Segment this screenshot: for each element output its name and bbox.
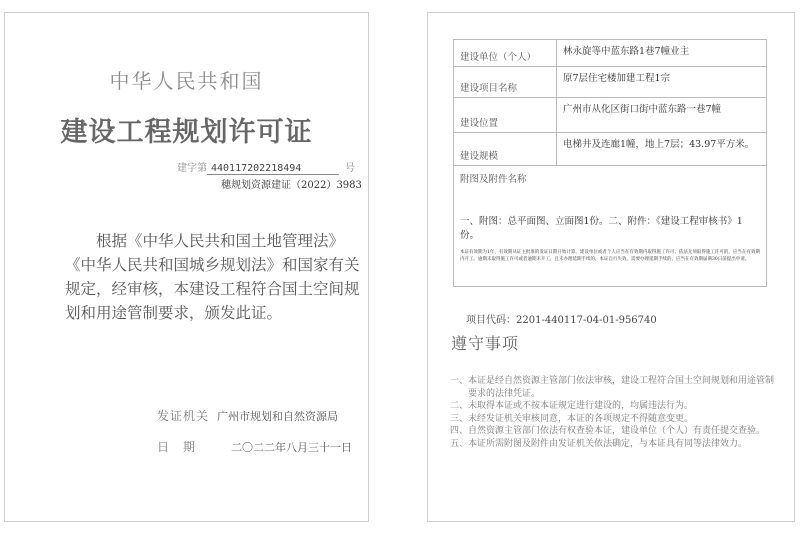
rule-number: 四、 bbox=[450, 426, 469, 436]
cert-second-number: 穗规划资源建证（2022）3983 bbox=[221, 180, 362, 191]
rule-text: 未取得本证或不按本证规定进行建设的，均属违法行为。 bbox=[468, 401, 694, 411]
attachment-cell bbox=[454, 166, 767, 287]
issuer-line bbox=[157, 407, 338, 424]
row-value: 原7层住宅楼加建工程1宗 bbox=[557, 67, 767, 98]
date-value: 二〇二二年八月三十一日 bbox=[231, 441, 353, 454]
details-table bbox=[453, 39, 767, 287]
attachment-label: 附图及附件名称 bbox=[460, 174, 527, 185]
certificate-number-line bbox=[177, 159, 355, 175]
certificate-title: 建设工程规划许可证 bbox=[60, 117, 313, 148]
rule-text: 本证是经自然资源主管部门依法审核，建设工程符合国土空间规划和用途管制要求的法律凭证。 bbox=[468, 376, 775, 399]
row-value: 广州市从化区街口街中蓝东路一巷7幢 bbox=[557, 98, 767, 133]
project-code: 项目代码：2201-440117-04-01-956740 bbox=[466, 315, 657, 326]
list-item bbox=[450, 375, 780, 400]
list-item bbox=[450, 438, 780, 451]
table-row bbox=[454, 67, 767, 98]
row-value: 林永旋等中蓝东路1巷7幢业主 bbox=[557, 40, 767, 67]
attachment-text: 一、附图：总平面图、立面图1份。二、附件：《建设工程审核书》1份。 bbox=[460, 216, 743, 241]
issuer-label: 发证机关 bbox=[157, 409, 210, 423]
rule-number: 一、 bbox=[450, 376, 469, 386]
date-line bbox=[157, 438, 352, 455]
validity-note: 本证有效期为1年，有效期从证主批准的发证日期开始计算。建设单位或者个人应当在有效期内取得施工许可；依法无须取得施工许可的，应当在有效期内开工。逾期未取得施工许可或者逾期未开工，且未办理延期手续的，本证自行失效。需要办理延期手续的，应当在有效期届满30日前提出申请。 bbox=[460, 250, 760, 262]
certificate-body bbox=[65, 229, 365, 325]
rule-number: 五、 bbox=[450, 438, 469, 449]
table-row bbox=[454, 40, 767, 67]
row-label: 建设项目名称 bbox=[454, 67, 557, 98]
rules-title: 遵守事项 bbox=[451, 334, 520, 353]
row-label: 建设规模 bbox=[454, 133, 557, 166]
list-item bbox=[450, 425, 780, 438]
rule-number: 三、 bbox=[450, 413, 469, 424]
cert-number: 440117202218494 bbox=[207, 163, 339, 175]
country-name: 中华人民共和国 bbox=[109, 69, 264, 93]
issuer-value: 广州市规划和自然资源局 bbox=[217, 410, 339, 423]
row-label: 建设单位（个人） bbox=[454, 40, 557, 67]
cert-suffix: 号 bbox=[345, 163, 355, 174]
cert-prefix: 建字第 bbox=[177, 163, 207, 174]
list-item bbox=[450, 400, 780, 413]
row-label: 建设位置 bbox=[454, 98, 557, 133]
rule-text: 自然资源主管部门依法有权查验本证，建设单位（个人）有责任提交查验。 bbox=[468, 426, 766, 436]
row-value: 电梯井及连廊1幢，地上7层；43.97平方米。 bbox=[557, 133, 767, 166]
date-label: 日期 bbox=[157, 440, 210, 454]
table-row bbox=[454, 133, 767, 166]
body-text: 根据《中华人民共和国土地管理法》《中华人民共和国城乡规划法》和国家有关规定，经审核，本建设工程符合国土空间规划和用途管制要求，颁发此证。 bbox=[65, 232, 360, 322]
certificate-details-page bbox=[427, 12, 795, 522]
rule-number: 二、 bbox=[450, 401, 469, 411]
rule-text: 本证所需附图及附件由发证机关依法确定，与本证具有同等法律效力。 bbox=[468, 438, 748, 449]
certificate-front-page bbox=[4, 12, 369, 522]
list-item bbox=[450, 413, 780, 426]
table-row bbox=[454, 98, 767, 133]
rules-list bbox=[450, 375, 780, 450]
attachment-row bbox=[454, 166, 767, 287]
rule-text: 未经发证机关审核同意，本证的各项规定不得随意变更。 bbox=[468, 413, 694, 424]
